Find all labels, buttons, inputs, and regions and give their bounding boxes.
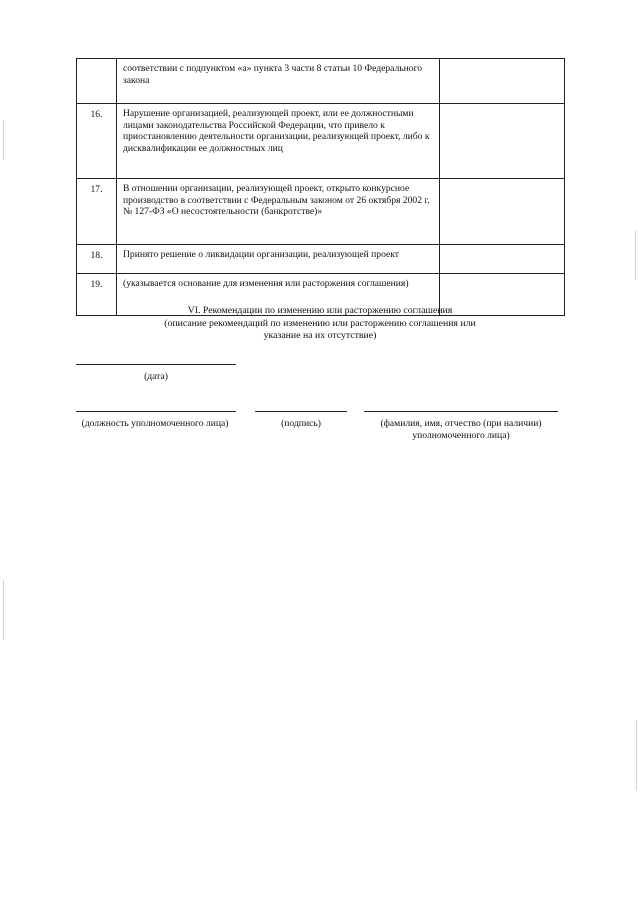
scan-edge-mark — [635, 230, 636, 280]
row-value-cell — [440, 59, 565, 104]
row-text: соответствии с подпунктом «а» пункта 3 части 8 статьи 10 Федерального закона — [117, 59, 440, 104]
row-number — [77, 59, 117, 104]
name-line — [364, 411, 558, 412]
row-text: (указывается основание для изменения или расторжения соглашения) — [117, 274, 440, 316]
row-value-cell — [440, 179, 565, 245]
signature-line — [255, 411, 347, 412]
name-label: (фамилия, имя, отчество (при наличии) уполномоченного лица) — [380, 418, 542, 441]
section-title: VI. Рекомендации по изменению или расторжению соглашения — [187, 305, 453, 316]
section-heading — [150, 305, 490, 343]
row-value-cell — [440, 245, 565, 274]
date-label: (дата) — [144, 371, 168, 382]
row-number: 18. — [77, 245, 117, 274]
table-row — [77, 104, 565, 179]
row-text: В отношении организации, реализующей проект, открыто конкурсное производство в соответствии с Федеральным законом от 26 октября 2002 г. № 127-ФЗ «О несостоятельности (банкротстве)» — [117, 179, 440, 245]
row-number: 16. — [77, 104, 117, 179]
position-line — [76, 411, 236, 412]
row-text: Нарушение организацией, реализующей проект, или ее должностными лицами законодательства Российской Федерации, что привело к приостановлению деятельности организации, реализующей проект, либо к дисквалификации ее должностных лиц — [117, 104, 440, 179]
table-row — [77, 245, 565, 274]
row-value-cell — [440, 104, 565, 179]
row-number: 19. — [77, 274, 117, 316]
date-line — [76, 364, 236, 365]
scan-edge-mark — [636, 720, 637, 790]
criteria-table — [76, 58, 565, 316]
position-label: (должность уполномоченного лица) — [81, 418, 229, 429]
section-subtitle: (описание рекомендаций по изменению или расторжению соглашения или указание на их отсутствие) — [164, 317, 476, 341]
scan-edge-mark — [3, 580, 4, 640]
row-number: 17. — [77, 179, 117, 245]
row-text: Принято решение о ликвидации организации, реализующей проект — [117, 245, 440, 274]
table-row — [77, 179, 565, 245]
signature-label: (подпись) — [281, 418, 321, 429]
scan-edge-mark — [3, 120, 4, 160]
table-row — [77, 59, 565, 104]
